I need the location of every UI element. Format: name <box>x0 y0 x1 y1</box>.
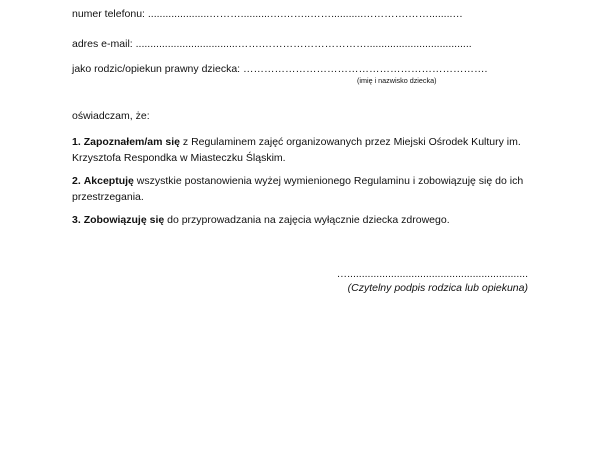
declaration-item-2 <box>72 174 542 205</box>
item-2-text: wszystkie postanowienia wyżej wymienionego Regulaminu i zobowiązuję się do ich przestrzegania. <box>72 175 524 203</box>
signature-caption <box>348 281 528 295</box>
email-fill-line: ...................................…….………………………….................................... <box>135 38 472 50</box>
email-label: adres e-mail: <box>72 38 133 50</box>
phone-field-row <box>72 7 463 21</box>
signature-line: ….............................................................. <box>336 268 528 280</box>
declaration-item-3 <box>72 213 542 229</box>
item-2-number: 2. <box>72 175 81 187</box>
guardian-field-row <box>72 62 487 76</box>
declaration-item-1 <box>72 135 542 166</box>
phone-fill-line: .....................………..........….……..……...........………….……........… <box>147 8 463 20</box>
phone-label: numer telefonu: <box>72 8 145 20</box>
item-3-number: 3. <box>72 214 81 226</box>
item-3-text: do przyprowadzania na zajęcia wyłącznie dziecka zdrowego. <box>164 214 450 226</box>
email-field-row <box>72 37 472 51</box>
child-name-hint: (imię i nazwisko dziecka) <box>357 76 437 85</box>
item-1-bold-text: Zapoznałem/am się <box>83 136 180 148</box>
item-3-bold-text: Zobowiązuję się <box>83 214 165 226</box>
guardian-label: jako rodzic/opiekun prawny dziecka: <box>72 63 241 75</box>
item-1-text: z Regulaminem zajęć organizowanych przez Miejski Ośrodek Kultury im. Krzysztofa Respondka w Miasteczku Śląskim. <box>72 136 521 164</box>
item-2-bold-text: Akceptuję <box>83 175 134 187</box>
signature-caption-text: (Czytelny podpis rodzica lub opiekuna) <box>347 282 528 294</box>
item-1-number: 1. <box>72 136 81 148</box>
declaration-intro: oświadczam, że: <box>72 110 150 122</box>
guardian-fill-line: ……………………………………………………………. <box>243 63 488 75</box>
